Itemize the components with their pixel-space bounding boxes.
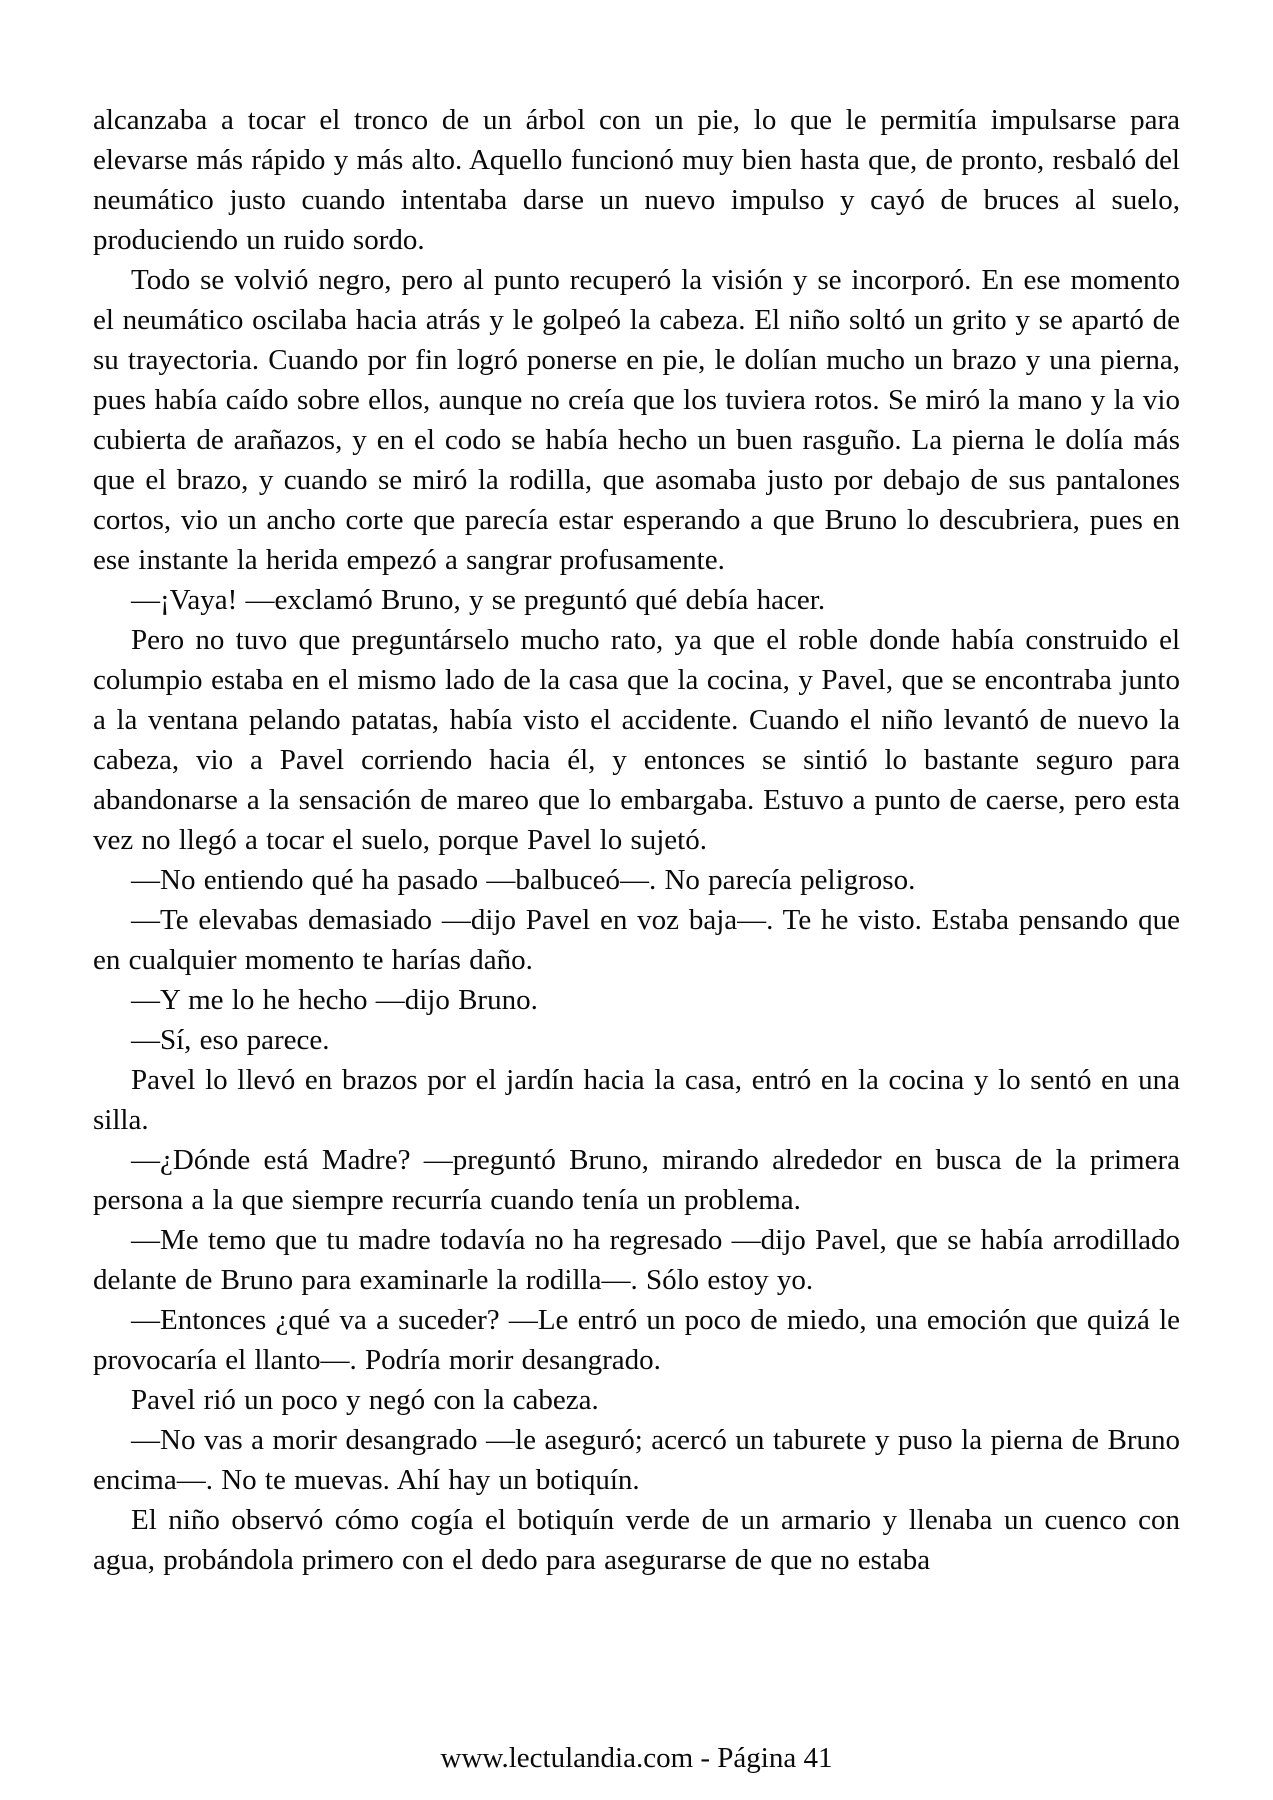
paragraph: —Y me lo he hecho —dijo Bruno.	[131, 984, 538, 1016]
page-footer	[0, 1738, 1273, 1778]
footer-text: www.lectulandia.com - Página 41	[440, 1742, 833, 1774]
paragraph: —No vas a morir desangrado —le aseguró; acercó un taburete y puso la pierna de Bruno encima—. No te muevas. Ahí hay un botiquín.	[93, 1424, 1180, 1496]
paragraph: —Sí, eso parece.	[131, 1024, 330, 1056]
paragraph: —¿Dónde está Madre? —preguntó Bruno, mirando alrededor en busca de la primera persona a la que siempre recurría cuando tenía un problema.	[93, 1144, 1180, 1216]
page-text	[93, 100, 1180, 1580]
paragraph: Pavel rió un poco y negó con la cabeza.	[131, 1384, 599, 1416]
paragraph: El niño observó cómo cogía el botiquín verde de un armario y llenaba un cuenco con agua, probándola primero con el dedo para asegurarse de que no estaba	[93, 1504, 1180, 1576]
paragraph: —Me temo que tu madre todavía no ha regresado —dijo Pavel, que se había arrodillado delante de Bruno para examinarle la rodilla—. Sólo estoy yo.	[93, 1224, 1180, 1296]
paragraph: Pero no tuvo que preguntárselo mucho rato, ya que el roble donde había construido el columpio estaba en el mismo lado de la casa que la cocina, y Pavel, que se encontraba junto a la ventana pelando patatas, había visto el accidente. Cuando el niño levantó de nuevo la cabeza, vio a Pavel corriendo hacia él, y entonces se sintió lo bastante seguro para abandonarse a la sensación de mareo que lo embargaba. Estuvo a punto de caerse, pero esta vez no llegó a tocar el suelo, porque Pavel lo sujetó.	[93, 624, 1180, 856]
paragraph: —Entonces ¿qué va a suceder? —Le entró un poco de miedo, una emoción que quizá le provocaría el llanto—. Podría morir desangrado.	[93, 1304, 1180, 1376]
paragraph: alcanzaba a tocar el tronco de un árbol con un pie, lo que le permitía impulsarse para elevarse más rápido y más alto. Aquello funcionó muy bien hasta que, de pronto, resbaló del neumático justo cuando intentaba darse un nuevo impulso y cayó de bruces al suelo, produciendo un ruido sordo.	[93, 104, 1180, 256]
paragraph: —No entiendo qué ha pasado —balbuceó—. No parecía peligroso.	[131, 864, 916, 896]
paragraph: —¡Vaya! —exclamó Bruno, y se preguntó qué debía hacer.	[131, 584, 826, 616]
paragraph: Todo se volvió negro, pero al punto recuperó la visión y se incorporó. En ese momento el neumático oscilaba hacia atrás y le golpeó la cabeza. El niño soltó un grito y se apartó de su trayectoria. Cuando por fin logró ponerse en pie, le dolían mucho un brazo y una pierna, pues había caído sobre ellos, aunque no creía que los tuviera rotos. Se miró la mano y la vio cubierta de arañazos, y en el codo se había hecho un buen rasguño. La pierna le dolía más que el brazo, y cuando se miró la rodilla, que asomaba justo por debajo de sus pantalones cortos, vio un ancho corte que parecía estar esperando a que Bruno lo descubriera, pues en ese instante la herida empezó a sangrar profusamente.	[93, 264, 1180, 576]
paragraph: —Te elevabas demasiado —dijo Pavel en voz baja—. Te he visto. Estaba pensando que en cualquier momento te harías daño.	[93, 904, 1180, 976]
paragraph: Pavel lo llevó en brazos por el jardín hacia la casa, entró en la cocina y lo sentó en una silla.	[93, 1064, 1180, 1136]
